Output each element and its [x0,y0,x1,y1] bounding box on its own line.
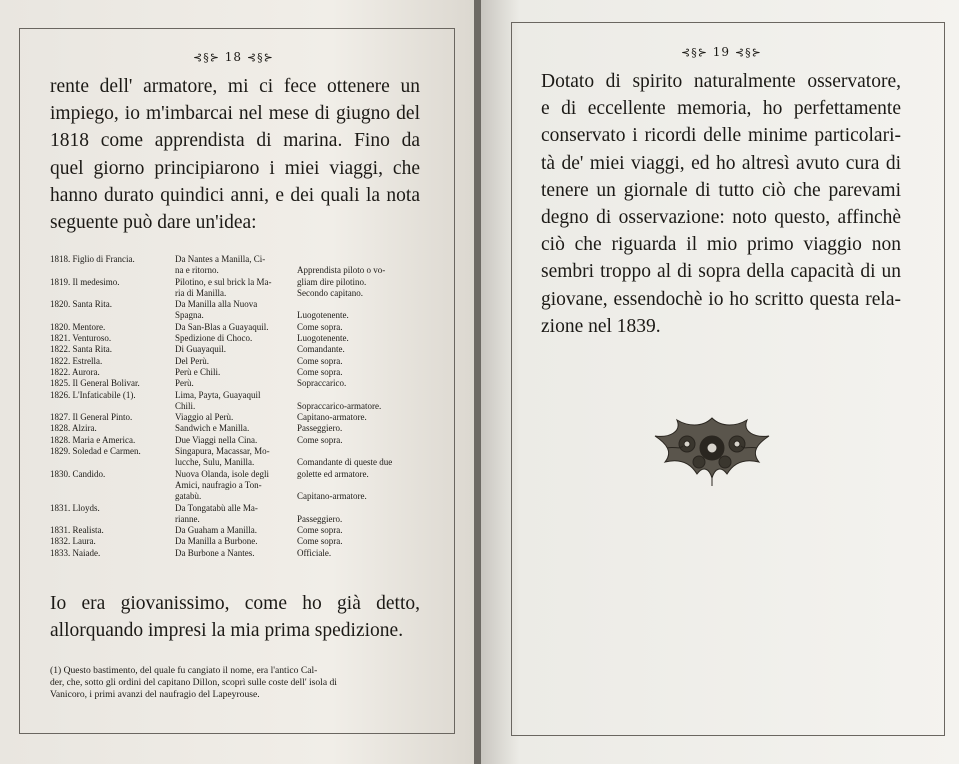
table-row [50,344,410,355]
route-cell: Singapura, Macassar, Mo- [175,446,270,457]
page-number: 18 [224,50,243,64]
role-cell: Secondo capitano. [297,287,363,298]
left-bottom-paragraph [50,590,420,644]
ship-cell: 1818. Figlio di Francia. [50,254,135,264]
left-page-number [193,50,274,64]
text-line: sembri troppo al di sopra della capacità di un [541,261,901,283]
route-cell: Pilotino, e sul brick la Ma- [175,276,272,287]
ship-cell: 1830. Candido. [50,468,106,479]
route-cell: Da Guaham a Manilla. [175,525,257,536]
table-row [50,299,410,310]
text-line: ciò che riguarda il mio primo viaggio non [541,234,901,256]
route-cell: Lima, Payta, Guayaquil [175,389,261,400]
table-row [50,378,410,389]
footnote-line: der, che, sotto gli ordini del capitano Dillon, scoprì sulle coste dell' isola di [50,677,337,689]
text-line: tenere un giornale di tutto ciò che parevami [541,179,901,201]
right-page-number [681,45,762,59]
table-row [50,333,410,344]
text-line: conservato i ricordi delle minime particolari- [541,125,901,147]
voyage-table [50,254,410,559]
role-cell: Comandante. [297,344,345,355]
route-cell: ria di Manilla. [175,287,227,298]
route-cell: Di Guayaquil. [175,344,226,355]
right-paragraph [541,68,901,340]
table-row [50,435,410,446]
text-line: 1818 come apprendista di marina. Fino da [50,130,420,152]
route-cell: Chili. [175,400,196,411]
ship-cell: 1832. Laura. [50,536,96,547]
table-row [50,423,410,434]
route-cell: Da Manilla a Burbone. [175,536,258,547]
role-cell: Apprendista piloto o vo- [297,265,386,276]
ship-cell: 1825. Il General Bolivar. [50,378,140,389]
role-cell: Come sopra. [297,525,343,536]
ship-cell: 1833. Naiade. [50,547,101,558]
ship-cell: 1822. Estrella. [50,355,103,366]
route-cell: Perù e Chili. [175,366,221,377]
table-row [50,491,410,502]
ornament-icon: ⊰§⊱ [246,51,274,64]
ornament-icon: ⊰§⊱ [681,46,708,59]
text-line: Dotato di spirito naturalmente osservatore, [541,71,901,92]
role-cell: Comandante di queste due [297,457,393,468]
table-row [50,514,410,525]
route-cell: Da San-Blas a Guayaquil. [175,321,269,332]
role-cell: Sopraccarico-armatore. [297,400,382,411]
ship-cell: 1831. Realista. [50,525,104,536]
footnote-line: (1) Questo bastimento, del quale fu cangiato il nome, era l'antico Cal- [50,665,318,676]
table-row [50,536,410,547]
text-line: tà de' miei viaggi, ed ho altresì avuto cura di [541,152,901,174]
footnote [50,665,420,702]
route-cell: na e ritorno. [175,265,219,276]
table-row [50,480,410,491]
role-cell: Luogotenente. [297,310,349,321]
text-line: Io era giovanissimo, come ho già detto, [50,593,420,614]
role-cell: Come sopra. [297,536,343,547]
role-cell: Passeggiero. [297,423,343,434]
ship-cell: 1820. Santa Rita. [50,299,112,310]
route-cell: Viaggio al Perù. [175,412,234,423]
text-line: giovane, essendochè io ho scritto questa rela- [541,288,901,310]
text-line: e di eccellente memoria, ho perfettamente [541,98,901,120]
route-cell: Del Perù. [175,355,209,366]
table-row [50,356,410,367]
role-cell: Come sopra. [297,434,343,445]
ship-cell: 1828. Maria e America. [50,434,136,445]
role-cell: golette ed armatore. [297,468,369,479]
ship-cell: 1822. Santa Rita. [50,344,112,355]
route-cell: Da Burbone a Nantes. [175,547,255,558]
ship-cell: 1827. Il General Pinto. [50,412,133,423]
text-line: degno di osservazione: noto questo, affinchè [541,207,901,229]
text-line: allorquando impresi la mia prima spedizione. [50,620,404,642]
role-cell: Luogotenente. [297,333,349,344]
table-row [50,412,410,423]
table-row [50,310,410,321]
table-row [50,367,410,378]
ship-cell: 1831. Lloyds. [50,502,100,513]
route-cell: Nuova Olanda, isole degli [175,468,269,479]
role-cell: Come sopra. [297,355,343,366]
table-row [50,390,410,401]
table-row [50,503,410,514]
text-line: zione nel 1839. [541,315,661,337]
route-cell: Da Tongatabù alle Ma- [175,502,258,513]
route-cell: Due Viaggi nella Cina. [175,434,258,445]
ship-cell: 1819. Il medesimo. [50,276,120,287]
floral-vignette-icon [647,408,777,488]
role-cell: Capitano-armatore. [297,412,367,423]
route-cell: Spagna. [175,310,204,321]
route-cell: Spedizione di Choco. [175,333,253,344]
text-line: rente dell' armatore, mi ci fece ottenere un [50,76,420,97]
table-row [50,322,410,333]
table-row [50,548,410,559]
left-top-paragraph [50,73,420,236]
route-cell: Amici, naufragio a Ton- [175,479,262,490]
role-cell: Come sopra. [297,366,343,377]
ship-cell: 1820. Mentore. [50,321,106,332]
role-cell: Come sopra. [297,321,343,332]
route-cell: Da Manilla alla Nuova [175,299,258,310]
table-row [50,457,410,468]
route-cell: Perù. [175,378,194,389]
left-page [0,0,474,764]
table-row [50,525,410,536]
route-cell: Sandwich e Manilla. [175,423,250,434]
text-line: quel giorno principiarono i miei viaggi, che [50,157,420,179]
role-cell: Capitano-armatore. [297,491,367,502]
ship-cell: 1821. Venturoso. [50,333,112,344]
role-cell: Sopraccarico. [297,378,347,389]
ship-cell: 1826. L'Infaticabile (1). [50,389,136,400]
table-row [50,401,410,412]
route-cell: gatabù. [175,491,202,502]
route-cell: rianne. [175,513,200,524]
ornament-icon: ⊰§⊱ [734,46,762,59]
text-line: seguente può dare un'idea: [50,212,257,234]
ship-cell: 1829. Soledad e Carmen. [50,446,141,457]
table-row [50,288,410,299]
footnote-line: Vanicoro, i primi avanzi del naufragio del Lapeyrouse. [50,689,260,701]
ship-cell: 1822. Aurora. [50,366,100,377]
table-row [50,277,410,288]
route-cell: lucche, Sulu, Manilla. [175,457,255,468]
ornament-icon: ⊰§⊱ [193,51,220,64]
page-number: 19 [712,45,731,59]
table-row [50,254,410,265]
ship-cell: 1828. Alzira. [50,423,97,434]
table-row [50,265,410,276]
right-page [481,0,959,764]
role-cell: Passeggiero. [297,513,343,524]
route-cell: Da Nantes a Manilla, Ci- [175,254,266,264]
role-cell: Officiale. [297,547,332,558]
table-row [50,446,410,457]
text-line: impiego, io m'imbarcai nel mese di giugno del [50,103,420,125]
role-cell: gliam dire pilotino. [297,276,367,287]
table-row [50,469,410,480]
text-line: hanno durato quindici anni, e dei quali la nota [50,184,420,206]
